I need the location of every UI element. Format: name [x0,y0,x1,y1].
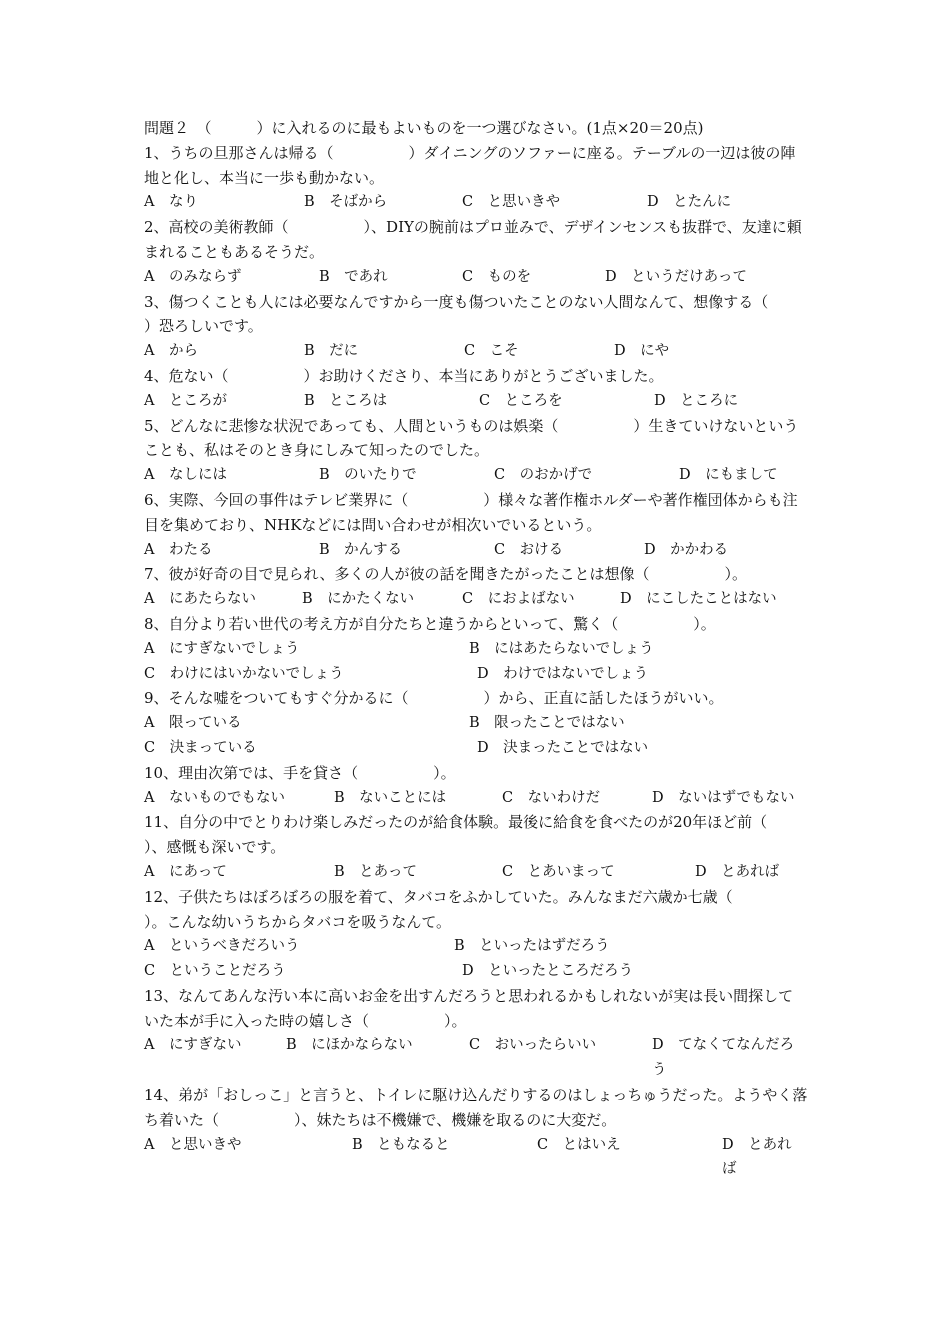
question-8-text: 8、自分より若い世代の考え方が自分たちと違うからといって、驚く（ ）。 [144,614,716,633]
option-d: D とあれば [695,863,780,880]
question-5-text: 5、どんなに悲惨な状況であっても、人間というものは娯楽（ ）生きていけないということも、私はそのとき身にしみて知ったのでした。 [144,416,799,460]
option-d: D というだけあって [605,268,747,285]
option-b: B かんする [319,541,403,558]
question-12-text: 12、子供たちはぼろぼろの服を着て、タバコをふかしていた。みんなまだ六歳か七歳（ ）。こんな幼いうちからタバコを吸うなんて。 [144,887,808,931]
option-b: B ともなると [352,1136,450,1153]
option-d: D とたんに [647,194,732,211]
question-8-options-row-1 [144,637,808,662]
option-b: B にかたくない [302,591,415,608]
question-1-options [144,190,808,215]
option-c: C とあいまって [502,863,615,880]
option-c: C 決まっている [144,739,257,756]
question-13-text: 13、なんてあんな汚い本に高いお金を出すんだろうと思われるかもしれないが実は長い間探していた本が手に入った時の嬉しさ（ ）。 [144,986,794,1030]
option-b: B のいたりで [319,467,417,484]
question-9-options-row-2 [144,736,808,761]
question-10-options [144,786,808,811]
option-b: B といったはずだろう [454,938,610,955]
option-c: C とはいえ [537,1136,621,1153]
option-a: A にあたらない [144,591,256,608]
option-c: C わけにはいかないでしょう [144,665,344,682]
question-2-options [144,265,808,290]
question-7-options [144,587,808,612]
option-c: C こそ [464,343,519,360]
question-9-text: 9、そんな嘘をついてもすぐ分かるに（ ）から、正直に話したほうがいい。 [144,689,724,708]
option-b: B にほかならない [286,1037,413,1054]
option-b: B にはあたらないでしょう [469,640,654,657]
option-a: A ところが [144,392,227,409]
option-a: A にあって [144,863,227,880]
option-c: C ところを [479,392,563,409]
option-d: D てなくてなんだろう [652,1037,795,1079]
option-a: A ないものでもない [144,789,285,806]
option-a: A なり [144,194,198,211]
option-b: B とあって [334,863,418,880]
question-8-options-row-2 [144,662,808,687]
question-11-options [144,860,808,885]
option-c: C のおかげで [494,467,593,484]
question-11-text: 11、自分の中でとりわけ楽しみだったのが給食体験。最後に給食を食べたのが20年ほど前（ ）、感慨も深いです。 [144,813,843,857]
option-b: B であれ [319,268,388,285]
option-b: B ないことには [334,789,447,806]
option-d: D ないはずでもない [652,789,795,806]
option-c: C おける [494,541,564,558]
section-header: 問題２ （ ）に入れるのに最もよいものを一つ選びなさい。(1点×20＝20点) [144,119,704,137]
question-6-options [144,538,808,563]
question-10-text: 10、理由次第では、手を貸さ（ ）。 [144,763,456,782]
question-14-options [144,1133,808,1183]
option-a: A なしには [144,467,227,484]
question-5-options [144,463,808,488]
option-c: C ものを [462,268,532,285]
question-6-text: 6、実際、今回の事件はテレビ業界に（ ）様々な著作権ホルダーや著作権団体からも注目を集めており、NHKなどには問い合わせが相次いでいるという。 [144,490,798,534]
option-b: B そばから [304,194,388,211]
option-c: C におよばない [462,591,575,608]
question-13-options [144,1033,808,1083]
question-3-text: 3、傷つくことも人には必要なんですから一度も傷ついたことのない人間なんて、想像する（ ）恐ろしいです。 [144,292,844,336]
option-a: A にすぎないでしょう [144,640,300,657]
option-b: B だに [304,343,359,360]
option-d: D にや [614,343,670,360]
question-12-options-row-1 [144,934,808,959]
question-7-text: 7、彼が好奇の目で見られ、多くの人が彼の話を聞きたがったことは想像（ ）。 [144,565,747,584]
question-2-text: 2、高校の美術教師（ ）、DIYの腕前はプロ並みで、デザインセンスも抜群で、友達に頼まれることもあるそうだ。 [144,218,802,261]
option-d: D といったところだろう [462,963,634,980]
option-d: D ところに [654,392,739,409]
option-d: D にもまして [679,467,778,484]
option-a: A というべきだろいう [144,938,300,955]
option-a: A にすぎない [144,1037,242,1054]
option-b: B ところは [304,392,388,409]
option-d: D とあれば [722,1136,792,1178]
option-d: D にこしたことはない [620,591,777,608]
option-a: A から [144,343,198,360]
option-c: C ということだろう [144,963,286,980]
option-d: D かかわる [644,541,729,558]
option-d: D わけではないでしょう [477,665,649,682]
question-sheet [144,116,844,1182]
question-3-options [144,339,808,364]
question-14-text: 14、弟が「おしっこ」と言うと、トイレに駆け込んだりするのはしょっちゅうだった。ようやく落ち着いた（ ）、妹たちは不機嫌で、機嫌を取るのに大変だ。 [144,1086,808,1129]
option-c: C ないわけだ [502,789,601,806]
question-4-text: 4、危ない（ ）お助けくださり、本当にありがとうございました。 [144,366,664,385]
question-9-options-row-1 [144,711,808,736]
question-12-options-row-2 [144,959,808,984]
option-a: A わたる [144,541,213,558]
option-c: C と思いきや [462,194,561,211]
option-a: A と思いきや [144,1136,242,1153]
question-4-options [144,389,808,414]
option-b: B 限ったことではない [469,715,625,732]
option-a: A 限っている [144,715,242,732]
question-1-text: 1、うちの旦那さんは帰る（ ）ダイニングのソファーに座る。テーブルの一辺は彼の陣地と化し、本当に一歩も動かない。 [144,143,796,187]
option-c: C おいったらいい [469,1037,597,1054]
option-a: A のみならず [144,268,242,285]
option-d: D 決まったことではない [477,739,649,756]
